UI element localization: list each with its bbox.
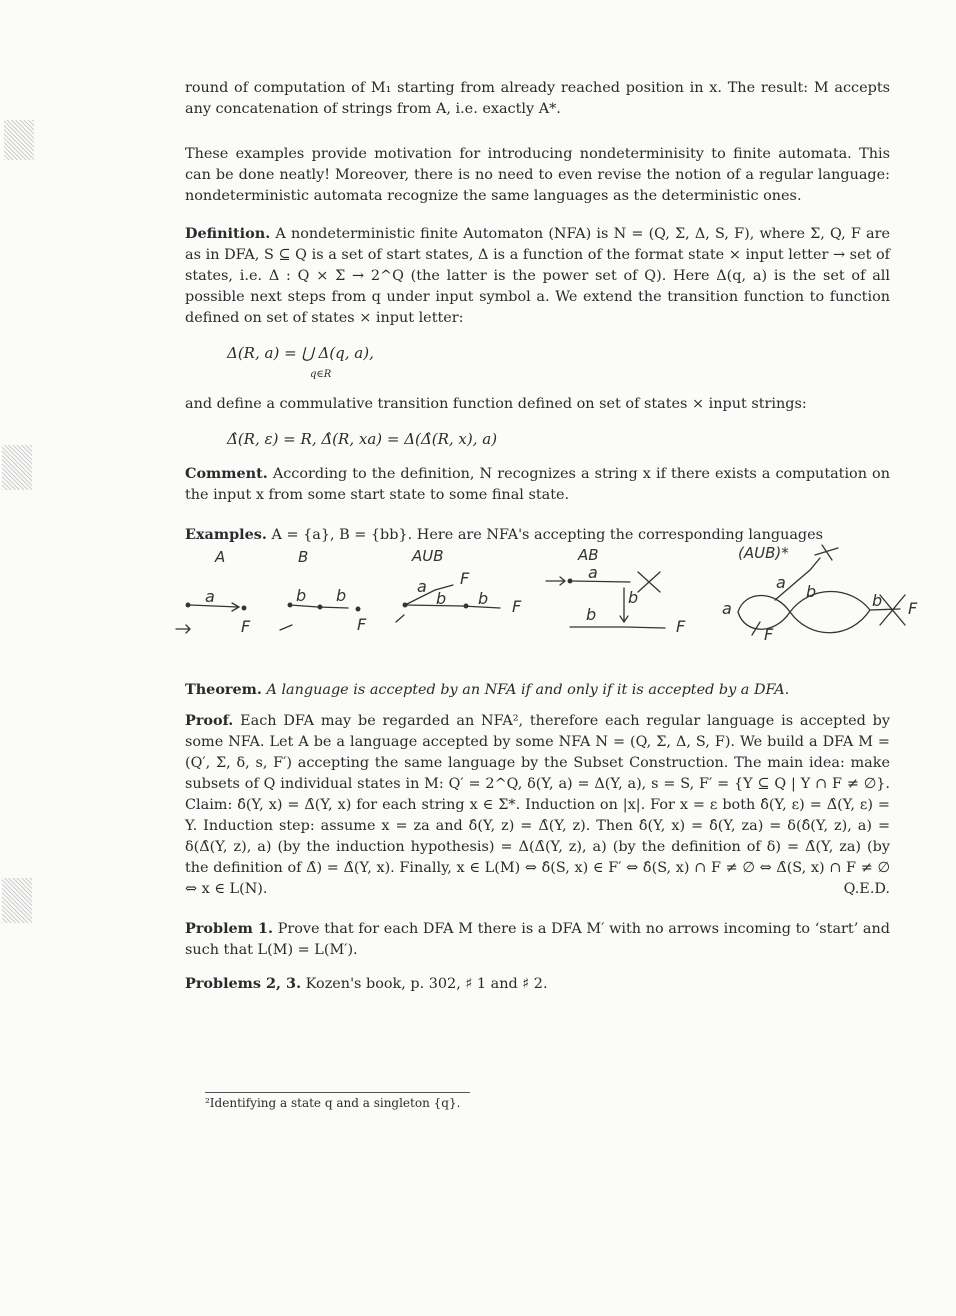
proof-qed: Q.E.D. [843, 881, 890, 897]
theorem-paragraph [185, 679, 890, 701]
sketch-star-letter-a1: a [722, 599, 732, 618]
sketch-aub-mid-state [464, 604, 468, 608]
paragraph-cumulative: and define a commulative transition function defined on set of states × input strings: [185, 396, 807, 412]
sketch-star-letter-f2: F [764, 625, 774, 644]
sketch-aub-letter-f2: F [512, 597, 522, 616]
sketch-b-letter-b2: b [336, 586, 347, 605]
sketch-ab-letter-b1: b [628, 588, 639, 607]
formula-hat: Δ̂(R, ε) = R, Δ̂(R, xa) = Δ(Δ̂(R, x), a) [227, 430, 498, 448]
sketch-b-state-3 [356, 607, 360, 611]
problems23-paragraph [185, 973, 890, 995]
example-label-b: B [298, 548, 309, 566]
sketch-aub-letter-b1: b [436, 589, 447, 608]
sketch-ab-letter-b2: b [586, 605, 597, 624]
sketch-a-letter-f: F [241, 617, 251, 636]
paragraph-intro: round of computation of M₁ starting from already reached position in x. The result: M accepts any concatenation of strings from A, i.e. exactly A*. [185, 80, 890, 117]
footnote-rule [205, 1092, 470, 1093]
definition-heading: Definition. [185, 225, 271, 242]
sketch-aub-start-arrow [396, 615, 404, 622]
sketch-b-state-2 [318, 605, 322, 609]
proof-heading: Proof. [185, 712, 234, 729]
sketch-a-letter-a: a [205, 587, 215, 606]
sketch-star-letter-f1: F [908, 599, 918, 618]
definition-text: A nondeterministic finite Automaton (NFA) is N = (Q, Σ, Δ, S, F), where Σ, Q, F are as in DFA, S ⊆ Q is a set of start states, Δ is a function of the format state × input letter → set of states, i.e. Δ : Q × Σ → 2^Q (the latter is the power set of Q). Here Δ(q, a) is the set of all possible next steps from q under input symbol a. We extend the transition function to function defined on set of states × input letter: [185, 226, 890, 326]
sketch-a-start-arrow [176, 625, 190, 633]
sketch-ab-start-arrow [546, 577, 565, 585]
sketch-ab-letter-f: F [676, 617, 686, 636]
sketch-aub-letter-f1: F [460, 569, 470, 588]
example-label-aub-star: (AUB)* [738, 544, 789, 562]
sketch-ab-start-state [568, 579, 572, 583]
problem1-paragraph [185, 918, 890, 961]
paragraph-motivation: These examples provide motivation for introducing nondeterminisity to finite automata. This can be done neatly! Moreover, there is no need to even revise the notion of a regular language: nondeterministic automata recognize the same languages as the deterministic ones. [185, 146, 890, 204]
theorem-heading: Theorem. [185, 681, 262, 698]
formula-union-subscript: q∈R [310, 369, 332, 380]
sketch-b-letter-f: F [357, 615, 367, 634]
formula-union: Δ(R, a) = ⋃ Δ(q, a), [227, 344, 374, 362]
sketch-a-final [242, 606, 246, 610]
examples-text: A = {a}, B = {bb}. Here are NFA's accepting the corresponding languages [271, 527, 824, 543]
footnote: ²Identifying a state q and a singleton {q}. [205, 1096, 461, 1110]
sketch-star-letter-b2: b [872, 591, 883, 610]
sketch-aub-start-state [403, 603, 407, 607]
sketch-star-letter-b1: b [806, 582, 817, 601]
sketch-b-start-arrow [280, 625, 292, 630]
sketch-ab-down-edge [620, 588, 628, 622]
problems23-text: Kozen's book, p. 302, ♯ 1 and ♯ 2. [305, 976, 548, 992]
sketch-b-letter-b1: b [296, 586, 307, 605]
sketch-letters [205, 563, 918, 644]
sketch-ab-letter-a: a [588, 563, 598, 582]
problems23-heading: Problems 2, 3. [185, 975, 302, 992]
sketch-star-letter-a2: a [776, 573, 786, 592]
sketch-star-outer-loop [790, 591, 870, 632]
comment-heading: Comment. [185, 465, 268, 482]
example-label-ab: AB [578, 546, 599, 564]
sketch-ab-dead-cross [638, 572, 660, 592]
proof-paragraph [185, 710, 890, 900]
problem1-heading: Problem 1. [185, 920, 274, 937]
sketch-star-up-cross [815, 545, 838, 560]
example-label-aub: AUB [412, 547, 444, 565]
sketch-a-state [186, 603, 190, 607]
comment-text: According to the definition, N recognizes a string x if there exists a computation on the input x from some start state to some final state. [185, 466, 890, 503]
proof-text: Each DFA may be regarded an NFA², therefore each regular language is accepted by some NFA. Let A be a language accepted by some NFA N = (Q, Σ, Δ, S, F). We build a DFA M = (Q′, Σ, δ, s, F′) accepting the same language by the Subset Construction. The main idea: make subsets of Q individual states in M: Q′ = 2^Q, δ(Y, a) = Δ(Y, a), s = S, F′ = {Y ⊆ Q | Y ∩ F ≠ ∅}. Claim: δ̂(Y, x) = Δ̂(Y, x) for each string x ∈ Σ*. Induction on |x|. For x = ε both δ̂(Y, ε) = Δ̂(Y, ε) = Y. Induction step: assume x = za and δ̂(Y, z) = Δ̂(Y, z). Then δ̂(Y, x) = δ̂(Y, za) = δ(δ̂(Y, z), a) = δ(Δ̂(Y, z), a) (by the induction hypothesis) = Δ(Δ̂(Y, z), a) (by the definition of δ) = Δ̂(Y, za) (by the definition of Δ̂) = Δ̂(Y, x). Finally, x ∈ L(M) ⇔ δ̂(S, x) ∈ F′ ⇔ δ̂(S, x) ∩ F ≠ ∅ ⇔ Δ̂(S, x) ∩ F ≠ ∅ ⇔ x ∈ L(N). [185, 713, 891, 897]
sketch-ab-a-edge [571, 581, 630, 582]
sketch-ab-b-edges [570, 627, 665, 628]
theorem-text: A language is accepted by an NFA if and only if it is accepted by a DFA. [266, 682, 790, 698]
problem1-text: Prove that for each DFA M there is a DFA M′ with no arrows incoming to ‘start’ and such that L(M) = L(M′). [185, 921, 890, 958]
sketch-b-state-1 [288, 603, 292, 607]
examples-heading: Examples. [185, 526, 267, 543]
sketch-aub-letter-b2: b [478, 589, 489, 608]
example-label-a: A [215, 548, 226, 566]
sketch-aub-letter-a: a [417, 577, 427, 596]
